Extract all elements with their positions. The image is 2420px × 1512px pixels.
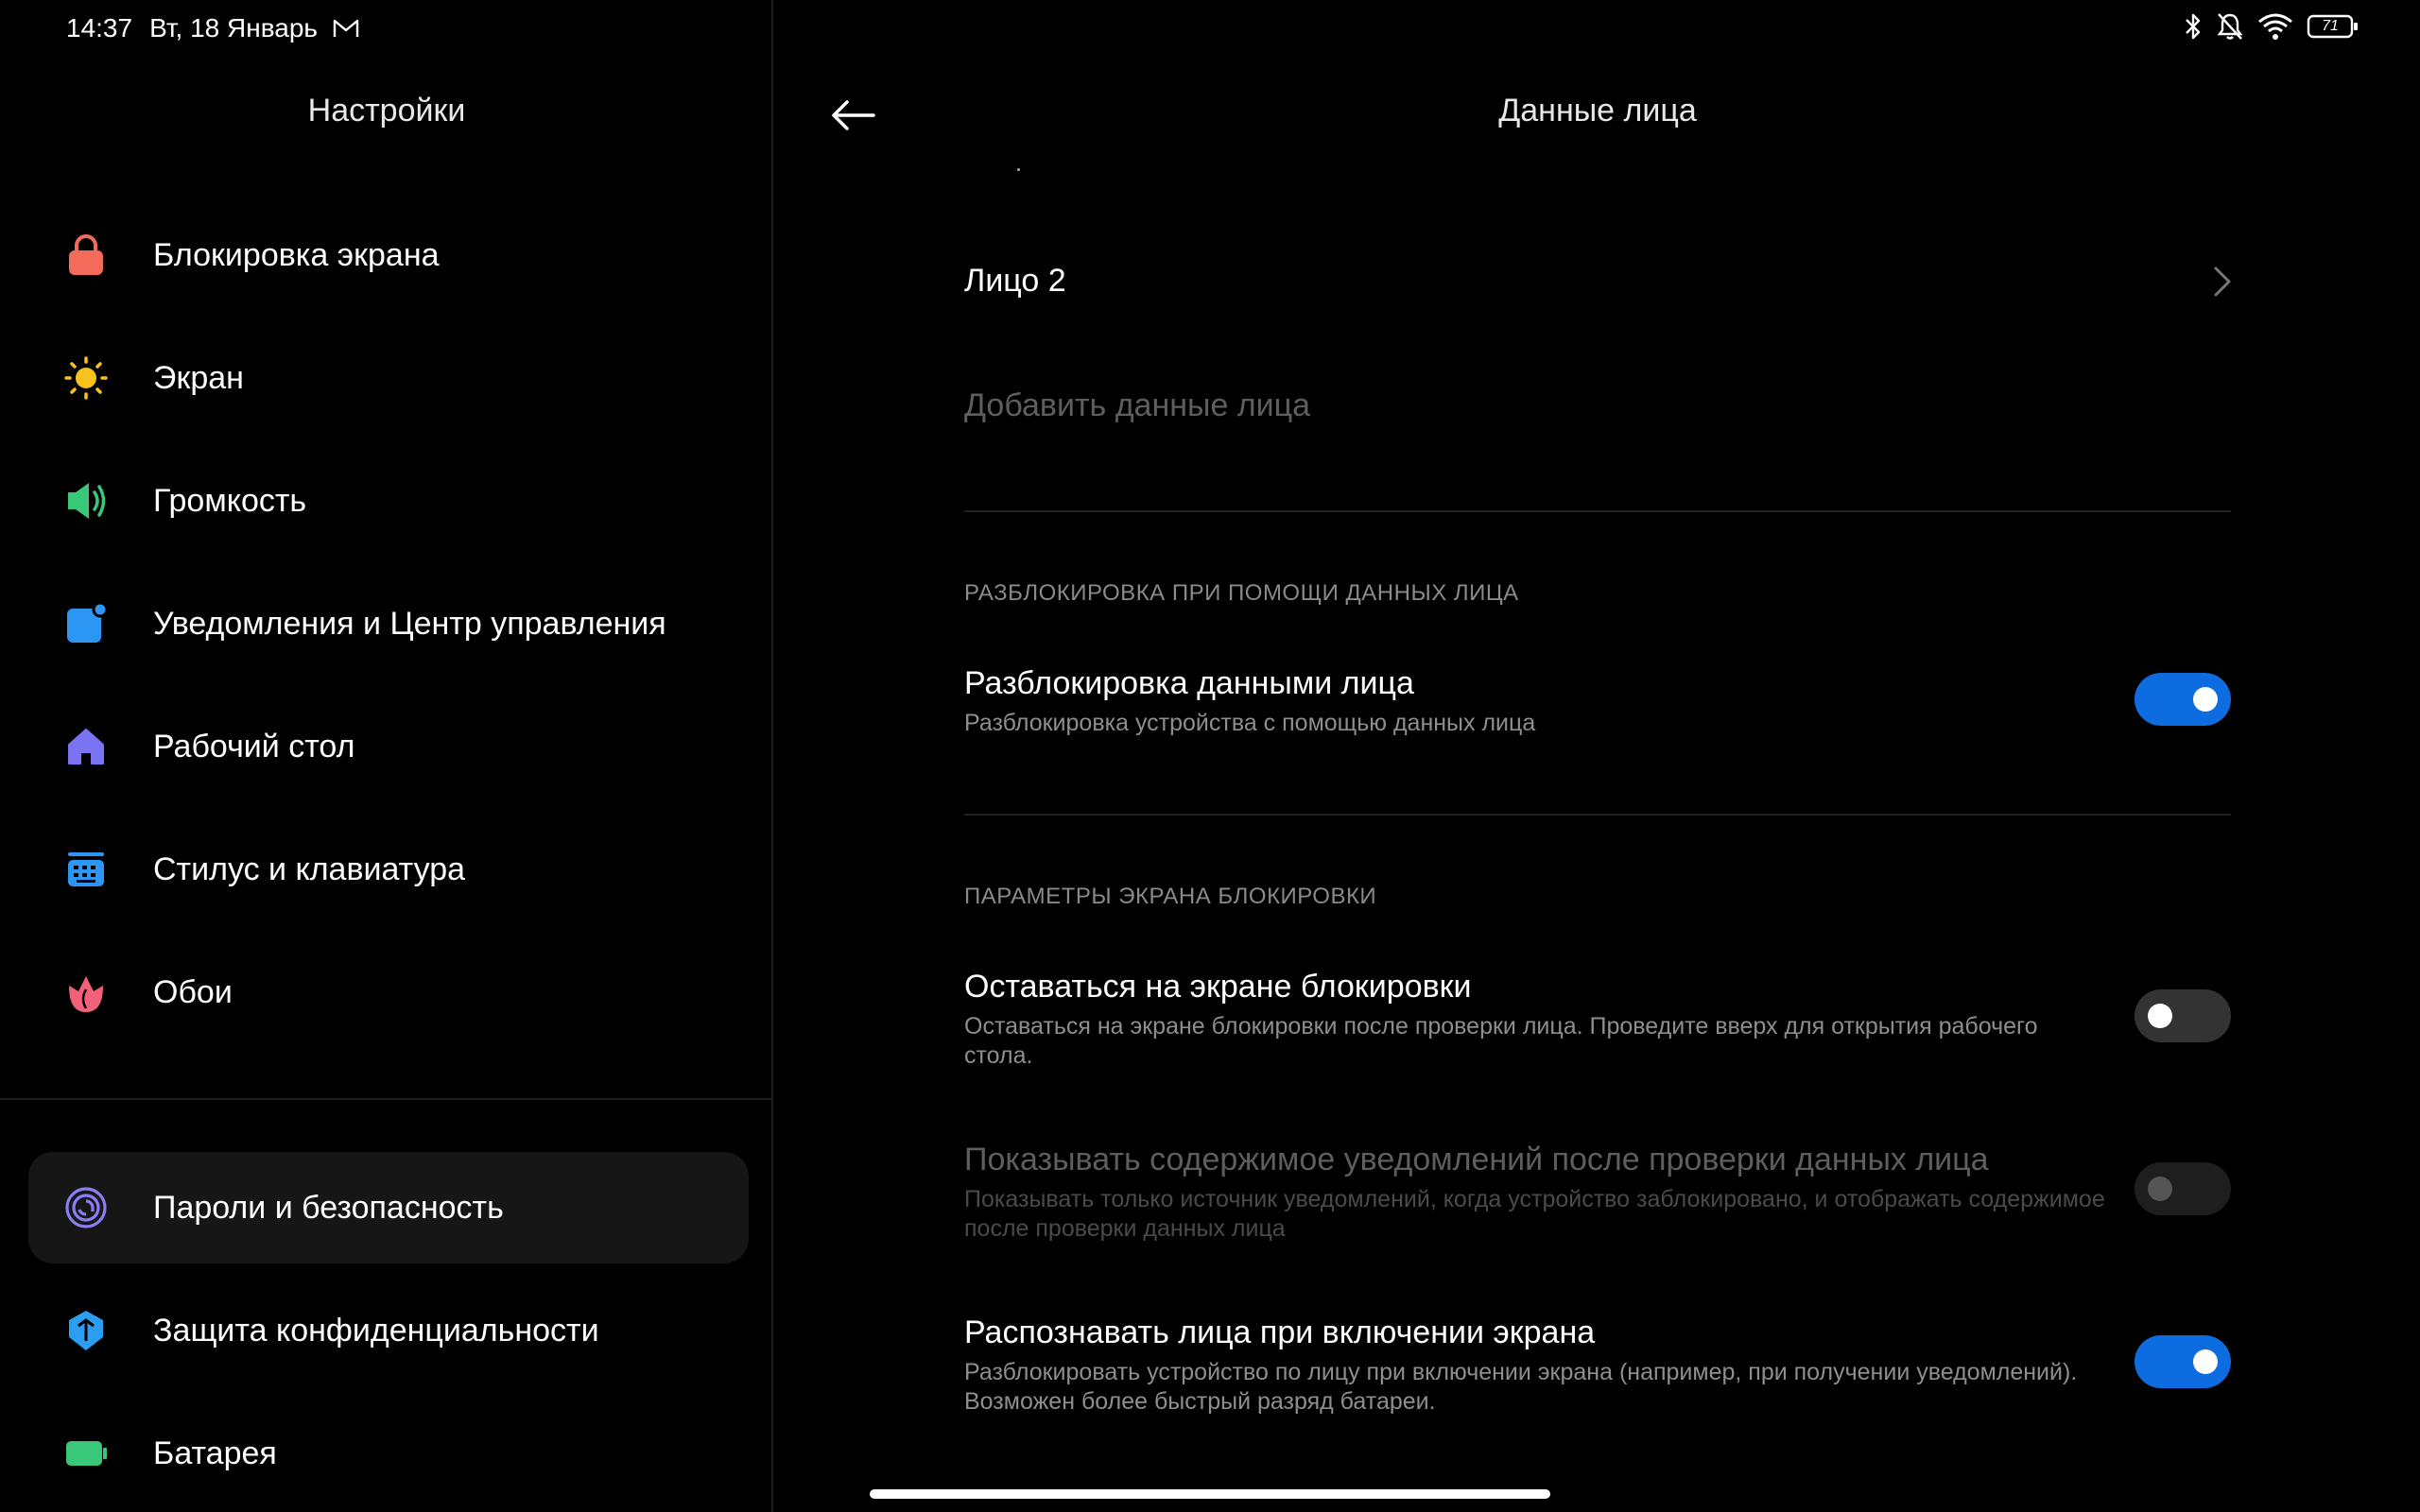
fingerprint-icon (64, 1186, 108, 1229)
face-unlock-toggle[interactable] (2135, 673, 2231, 726)
recognize-on-wake-toggle[interactable] (2135, 1335, 2231, 1388)
sidebar-item-label: Пароли и безопасность (153, 1189, 504, 1226)
sidebar-item-stylus-keyboard[interactable] (28, 814, 749, 925)
face-2-label: Лицо 2 (964, 263, 1066, 299)
status-time: 14:37 (66, 13, 133, 43)
privacy-shield-icon (64, 1309, 108, 1352)
sidebar-item-label: Громкость (153, 482, 307, 519)
section-header-lockscreen: ПАРАМЕТРЫ ЭКРАНА БЛОКИРОВКИ (964, 884, 1377, 909)
toggle-knob (2193, 687, 2218, 712)
face-unlock-subtitle: Разблокировка устройства с помощью данных лица (964, 710, 1536, 736)
status-right (2184, 11, 2360, 42)
battery-level: 71 (2322, 18, 2339, 34)
show-notifications-toggle[interactable] (2135, 1162, 2231, 1215)
sidebar-item-label: Блокировка экрана (153, 236, 440, 273)
sidebar-item-label: Уведомления и Центр управления (153, 605, 666, 642)
bell-off-icon (2216, 11, 2244, 42)
sidebar-item-lock-screen[interactable] (28, 199, 749, 311)
sidebar-divider (0, 1098, 773, 1100)
sidebar-item-privacy[interactable] (28, 1275, 749, 1386)
speaker-icon (64, 479, 108, 523)
sidebar-item-label: Стилус и клавиатура (153, 850, 466, 887)
bluetooth-icon (2184, 11, 2203, 42)
sidebar-item-label: Экран (153, 359, 244, 396)
keyboard-icon (64, 848, 108, 891)
stay-on-lock-subtitle: Оставаться на экране блокировки после проверки лица. Проведите вверх для открытия рабочего стола. (964, 1013, 2038, 1069)
sidebar-item-notifications[interactable] (28, 568, 749, 679)
recognize-on-wake-subtitle: Разблокировать устройство по лицу при включении экрана (например, при получении уведомлений). Возможен более быстрый разряд батареи. (964, 1359, 2078, 1415)
toggle-knob (2148, 1004, 2172, 1028)
home-icon (64, 725, 108, 768)
stay-on-lock-title: Оставаться на экране блокировки (964, 969, 1472, 1005)
sidebar-item-wallpaper[interactable] (28, 936, 749, 1048)
sidebar-item-label: Батарея (153, 1435, 277, 1471)
sidebar-title: Настройки (307, 93, 466, 129)
section-header-unlock: РАЗБЛОКИРОВКА ПРИ ПОМОЩИ ДАННЫХ ЛИЦА (964, 580, 1519, 606)
battery-icon (64, 1432, 108, 1475)
status-date: Вт, 18 Январь (149, 13, 319, 43)
settings-sidebar (0, 0, 773, 1512)
lock-icon (64, 233, 108, 277)
stay-on-lock-toggle[interactable] (2135, 989, 2231, 1042)
sidebar-item-passwords-security[interactable] (28, 1152, 749, 1263)
face-2-row[interactable] (964, 246, 2231, 321)
page-title: Данные лица (1498, 93, 1697, 129)
gesture-nav-handle[interactable] (870, 1489, 1550, 1499)
sidebar-item-label: Обои (153, 973, 233, 1010)
notification-icon (64, 602, 108, 645)
section-divider (964, 510, 2231, 512)
tulip-icon (64, 971, 108, 1014)
scroll-artifact (1017, 168, 1020, 171)
show-notifications-subtitle: Показывать только источник уведомлений, когда устройство заблокировано, и отображать содержимое после проверки данных лица (964, 1186, 2105, 1242)
sidebar-item-label: Защита конфиденциальности (153, 1312, 599, 1349)
arrow-left-icon (830, 100, 875, 130)
sidebar-item-volume[interactable] (28, 445, 749, 557)
add-face-button[interactable]: Добавить данные лица (964, 387, 1311, 423)
sidebar-item-display[interactable] (28, 322, 749, 434)
wifi-icon (2257, 12, 2293, 41)
sidebar-item-label: Рабочий стол (153, 728, 355, 765)
sidebar-item-battery[interactable] (28, 1398, 749, 1509)
chevron-right-icon (2208, 265, 2235, 299)
toggle-knob (2193, 1349, 2218, 1374)
recognize-on-wake-title: Распознавать лица при включении экрана (964, 1314, 1596, 1350)
section-divider (964, 814, 2231, 816)
battery-icon (2307, 13, 2360, 40)
sidebar-item-home-screen[interactable] (28, 691, 749, 802)
sun-icon (64, 356, 108, 400)
face-unlock-title: Разблокировка данными лица (964, 665, 1414, 701)
show-notifications-title: Показывать содержимое уведомлений после проверки данных лица (964, 1142, 1989, 1177)
back-button[interactable] (824, 91, 881, 140)
toggle-knob (2148, 1177, 2172, 1201)
